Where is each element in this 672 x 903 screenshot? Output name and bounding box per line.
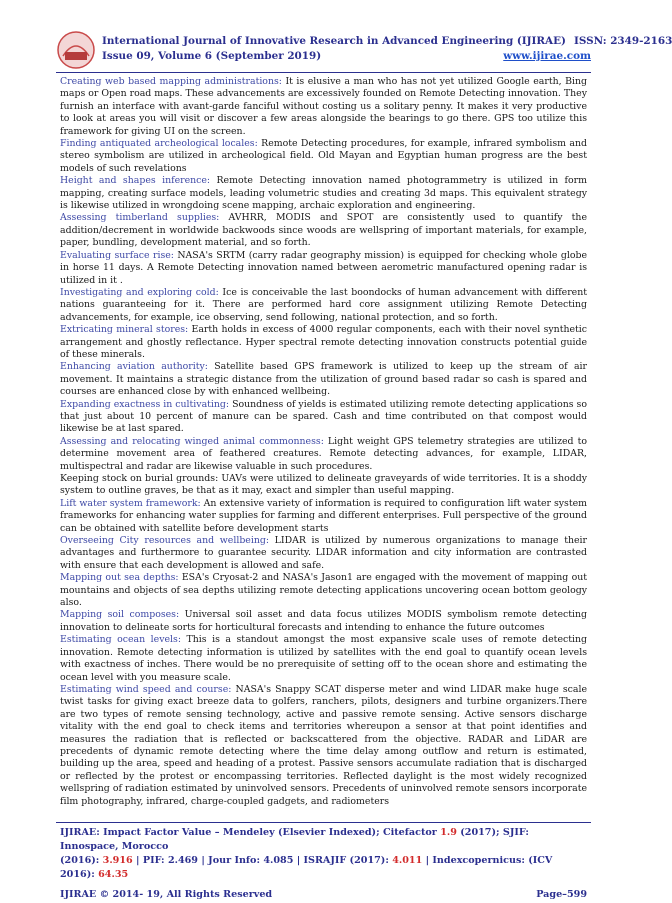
- paragraph-keyword: Assessing and relocating winged animal commonness:: [60, 435, 324, 447]
- israjif-value: 4.011: [392, 855, 423, 866]
- paragraph-keyword: Creating web based mapping administrations:: [60, 76, 282, 87]
- paragraph-keyword: Lift water system framework:: [60, 497, 201, 509]
- page-number: Page–599: [536, 889, 587, 900]
- paragraph-text: LIDAR is utilized by numerous organizations to manage their advantages and furthermore to guarantee security. LIDAR information and city information are contrasted with ensure that each development is allowed and safe.: [60, 535, 587, 571]
- paragraph: [60, 535, 587, 572]
- paragraph-text: Remote Detecting procedures, for example, infrared symbolism and stereo symbolism are utilized in archeological field. Old Mayan and Egyptian human progress are the best models of such revelations: [60, 138, 587, 174]
- paragraph-text: Ice is conceivable the last boondocks of human advancement with different nations guaranteeing for it. There are performed hard core assignment utilizing Remote Detecting advancements, for example, ice observing, send following, national protection, and so forth.: [60, 286, 587, 323]
- icv-value: 64.35: [98, 869, 129, 880]
- footer-text: (2017); SJIF: Innospace, Morocco: [60, 827, 529, 852]
- footer-text: | Indexcopernicus: (ICV 2016):: [60, 855, 553, 880]
- paragraph: [60, 361, 587, 398]
- footer-text: | PIF: 2.469 | Jour Info: 4.085 | ISRAJIF (2017):: [132, 855, 393, 866]
- paragraph: [60, 609, 587, 634]
- paragraph-text: It is elusive a man who has not yet utilized Google earth, Bing maps or Open road maps. These advancements are excessively founded on Remote Detecting innovation. They furnish an interface with avant-garde fanciful without costing us a solitary penny. It makes it very productive to look at areas you will visit or discover a few areas alongside the bearings to go there. GPS too utilize this framework for giving UI on the screen.: [60, 76, 587, 137]
- paragraph-text: Universal soil asset and data focus utilizes MODIS symbolism remote detecting innovation to delineate sorts for horticultural forecasts and intending to enhance the future outcomes: [60, 609, 587, 633]
- paragraph-text: NASA's Snappy SCAT disperse meter and wind LIDAR make huge scale twist tasks for giving exact breeze data to golfers, ranchers, pilots, designers and turbine organizers.There are two types of remote sensing technology, active and passive remote sensing. Active sensors discharge vitality with the end goal to check items and territories whereupon a sensor at that point identifies and measures the radiation that is reflected or backscattered from the objective. RADAR and LiDAR are precedents of dynamic remote detecting where the time delay among outflow and return is estimated, building up the area, speed and heading of a protest. Passive sensors accumulate radiation that is discharged or reflected by the protest or encompassing territories. Reflected daylight is the most widely recognized wellspring of radiation estimated by uninvolved sensors. Precedents of uninvolved remote sensors incorporate film photography, infrared, charge-coupled gadgets, and radiometers: [60, 683, 587, 807]
- paragraph: [60, 76, 587, 138]
- issn: ISSN: 2349-2163: [573, 35, 672, 47]
- article-body: [60, 76, 587, 808]
- paragraph-keyword: Evaluating surface rise:: [60, 249, 174, 261]
- citefactor-value: 1.9: [440, 827, 457, 838]
- paragraph: [60, 634, 587, 684]
- paragraph: [60, 250, 587, 287]
- header-divider: [56, 72, 591, 73]
- paragraph-text: AVHRR, MODIS and SPOT are consistently used to quantify the addition/decrement in worldwide backwoods since woods are wellspring of important materials, for example, paper, bundling, development material, and so forth.: [60, 212, 587, 249]
- paragraph-text: This is a standout amongst the most expansive scale uses of remote detecting innovation. Remote detecting information is utilized by satellites with the end goal to quantify ocean levels with exactness of inches. There would be no prerequisite of setting off to the ocean shore and estimating the ocean level with you measure scale.: [60, 634, 587, 683]
- footer-copyright-row: [60, 888, 587, 902]
- paragraph-keyword: Mapping soil composes:: [60, 609, 180, 621]
- footer-impact-line: [60, 826, 587, 854]
- paragraph-text: Remote Detecting innovation named photogrammetry is utilized in form mapping, creating surface models, leading volumetric studies and creating 3d maps. This equivalent strategy is likewise utilized in wrongdoing scene mapping, archaic exploration and engineering.: [60, 175, 587, 212]
- paragraph-keyword: Mapping out sea depths:: [60, 572, 179, 584]
- paragraph-text: NASA's SRTM (carry radar geography mission) is equipped for checking whole globe in horse 11 days. A Remote Detecting innovation named between aerometric manufactured opening radar is utilized in it .: [60, 249, 587, 286]
- paragraph-keyword: Overseeing City resources and wellbeing:: [60, 535, 270, 547]
- paragraph-text: Soundness of yields is estimated utilizing remote detecting applications so that just about 10 percent of manure can be spared. Cash and time contributed on that compost would likewise be at last spared.: [60, 398, 587, 435]
- header-text: [102, 34, 672, 64]
- paragraph: [60, 572, 587, 609]
- footer-divider: [56, 822, 591, 823]
- paragraph: [60, 473, 587, 498]
- copyright-text: IJIRAE © 2014- 19, All Rights Reserved: [60, 889, 273, 900]
- paragraph-keyword: Estimating ocean levels:: [60, 634, 181, 646]
- paragraph: [60, 498, 587, 535]
- paragraph: [60, 324, 587, 361]
- sjif-value: 3.916: [102, 855, 133, 866]
- paragraph-text: Light weight GPS telemetry strategies are utilized to determine movement area of feathered creatures. Remote detecting advances, for example, LIDAR, multispectral and radar are likewise valuable in such procedures.: [60, 435, 587, 472]
- paragraph-text: An extensive variety of information is required to configuration lift water system frameworks for enhancing water supplies for farming and different enterprises. Full perspective of the ground can be obtained with satellite before development starts: [60, 497, 588, 534]
- footer-index-line: [60, 854, 587, 882]
- journal-url-link[interactable]: www.ijirae.com: [503, 50, 591, 62]
- paragraph-keyword: Enhancing aviation authority:: [60, 361, 208, 373]
- journal-footer: [60, 826, 587, 902]
- paragraph-keyword: Investigating and exploring cold:: [60, 286, 219, 298]
- paragraph: [60, 212, 587, 249]
- paragraph: [60, 287, 587, 324]
- paragraph-text: Satellite based GPS framework is utilized to keep up the stream of air movement. It maintains a strategic distance from the utilization of ground based radar so cash is spared and courses are enhanced close by with enhanced wellbeing.: [60, 361, 587, 398]
- paragraph-keyword: Expanding exactness in cultivating:: [60, 398, 230, 410]
- journal-header: [56, 30, 672, 70]
- paragraph-text: Earth holds in excess of 4000 regular components, each with their novel synthetic arrangement and ghostly reflectance. Hyper spectral remote detecting innovation constructs potential guide of these minerals.: [60, 324, 588, 360]
- paragraph-keyword: Extricating mineral stores:: [60, 324, 189, 336]
- paragraph-keyword: Assessing timberland supplies:: [60, 212, 220, 224]
- journal-logo: [56, 30, 96, 70]
- footer-text: (2016):: [60, 855, 103, 866]
- paragraph: [60, 684, 587, 808]
- issue-info: Issue 09, Volume 6 (September 2019): [102, 50, 322, 62]
- paragraph: [60, 175, 587, 212]
- journal-title: International Journal of Innovative Research in Advanced Engineering (IJIRAE): [102, 35, 566, 47]
- paragraph-text: Keeping stock on burial grounds: UAVs were utilized to delineate graveyards of wide territories. It is a shoddy system to outline graves, be that as it may, exact and simpler than useful mapping.: [60, 473, 587, 497]
- paragraph-keyword: Height and shapes inference:: [60, 175, 211, 187]
- paragraph-text: ESA's Cryosat-2 and NASA's Jason1 are engaged with the movement of mapping out mountains and objects of sea depths utilizing remote detecting applications uncovering ocean bottom geology also.: [60, 572, 587, 609]
- footer-text: IJIRAE: Impact Factor Value – Mendeley (Elsevier Indexed); Citefactor: [60, 827, 441, 838]
- paragraph: [60, 399, 587, 436]
- paragraph-keyword: Estimating wind speed and course:: [60, 683, 232, 695]
- paragraph-keyword: Finding antiquated archeological locales:: [60, 138, 258, 150]
- paragraph: [60, 436, 587, 473]
- paragraph: [60, 138, 587, 175]
